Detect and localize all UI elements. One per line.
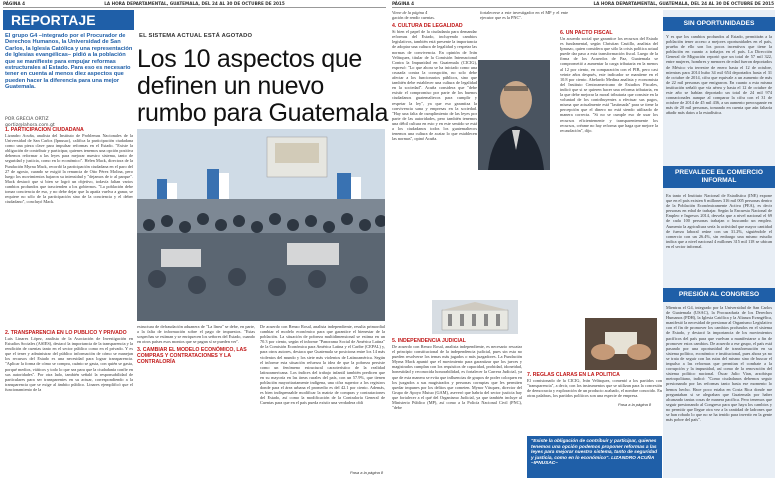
column-1 (5, 127, 133, 347)
hands-illustration (585, 318, 657, 370)
sidebar-box-1-text: Y es que los cambios profundos al Estado, permitirán a la población tener acceso a mejores oportunidades en el país, prueba de ello son los pocos incentivos que tiene la población en cuanto a trabajos en el país. La Dirección General de Migración reportó que un total de 57 mil 322, entre mujeres, hombres y menores de edad fueron deportados de México vía terrestre de enero hasta el 12 de octubre, mientras para 2014 hubo 34 mil 654 deportados hasta el 31 de octubre de 2014, cifra que equivale a un aumento de más de 22 mil personas que emigraron. En cuanto a esta misma institución señaló que vía aérea y hasta el 12 de octubre de este año se habían deportado un total de 24 mil 974 connacionales aunque al comparar la cifra con el 31 de octubre de 2014 de 45 mil 436, a un aumento preocupante en más de 20 mil personas, tomando en cuenta que aún faltaría añadir más datos a la estadística. (666, 34, 772, 116)
sidebar-box-3-text: Mientras el G4, integrado por la Universidad de San Carlos de Guatemala (USAC), la Procuraduría de los Derechos Humanos (PDH), la Iglesia Católica y la Alianza Evangélica, manifestó la necesidad de presionar al Organismo Legislativo con el fin de promover los cambios profundos en el sistema de Estado, y destacó la importancia de los movimientos pacíficos del país para que vuelvan a manifestarse a fin de promover estos cambios. De acuerdo a ese grupo, el país está pasando por una oportunidad de transformación en su sistema político, económico e institucional, pues ahora ya no se trata de seguir con las rutas del mismo sino de buscar el impulso a las reformas que permitan el combate a la corrupción y la impunidad, así como de la renovación del sistema político nacional. Óscar Julio Vian, arzobispo metropolitano, indicó: "Como ciudadanos debemos seguir presionando por las reformas tanto hasta ese momento lo hemos hecho. Hace poco estaba en Costa Rica donde me preguntaban si se alegraban que Guatemala por haber alcanzado tantas cosas de manera pacífica. Pero tenemos que seguir presionando al Congreso para que haya los cambios y no permitir que llegue otra vez a la cantidad de ladrones que se han robado lo que no se ha tenido para invertir en la gente más pobre del país". (666, 305, 772, 423)
folio-left (3, 0, 386, 8)
folio-dateline-right: LA HORA DEPARTAMENTAL, GUATEMALA, DEL 24 AL 30 DE OCTUBRE DE 2015 (593, 1, 774, 6)
column-1-lower (5, 330, 133, 478)
section-1-body: Lizandro Acuña, analista del Instituto de Problemas Nacionales de la Universidad de San Carlos (Ipnusac), califica la participación ciudadana como una pieza clave para impulsar reformas en el Estado. "Existe la obligación de contribuir y participar, quienes tenemos una opción positiva debemos reformar a las leyes para mejorar nuestro sistema, tanto de seguridad y justicia, como en lo económico". Helen Mack, directora de la Fundación Myrna Mack, recordó la participación ciudadana en el paro del 27 de agosto, cuando se exigió la renuncia de Otto Pérez Molina, pero luego los movimientos bajaron su intensidad y "dejamos de ir al parque". Mack destacó que si bien se logró un objetivo, todavía faltan varios cambios profundos que trascienden a los gobiernos. "La población debe tomar conciencia de eso, y no debe dejar que la apatía vuelva a ganar, se requiere no sólo de la participación sino de la conciencia y el deber ciudadano", concluyó Mack. (5, 133, 133, 205)
section-tag: REPORTAJE (3, 10, 134, 30)
headline: Los 10 aspectos que definen un nuevo rumbo para Guatemala (137, 45, 389, 127)
kicker: EL SISTEMA ACTUAL ESTÁ AGOTADO (139, 33, 253, 39)
page-number-right: PÁGINA 4 (392, 1, 415, 6)
section-5-body: De acuerdo con Renzo Rosal, analista independiente, es necesario rescatar el principio constitucional de la independencia judicial, pues sin esta no pueden resolverse los temas más jugados o más juzgadores. La Fundación Myrna Mack apuntó que el movimiento para garantizar que los jueces y magistrados cumplan con los requisitos de capacidad, probidad, idoneidad, honestidad y reconocida honorabilidad, es fortalecer la Carrera Judicial, ya que de esta manera se evita que influencias de grupos de poder coloquen en los juzgados a sus magistrados y personas corruptas que les permiten quedar impunes por los delitos que cometen. Mynor Vásquez, director del Grupo de Apoyo Mutuo (GAM), aseveró que habría del sector justicia hay que fortalecer a el qué del Organismo Judicial, ya que también incluye al Ministerio Público (MP), así como a la Policía Nacional Civil (PNC), "debe (392, 344, 522, 411)
section-2-title: 2. TRANSPARENCIA EN LO PÚBLICO Y PRIVADO (5, 330, 127, 336)
congress-building-photo (432, 300, 518, 334)
page-number-left: PÁGINA 4 (3, 1, 26, 6)
folio-right (392, 0, 774, 8)
sidebar-box-2-title: PREVALECE EL COMERCIO INFORMAL (663, 166, 775, 188)
section-4-title: 4. CULTURA DE LEGALIDAD (392, 23, 463, 30)
section-7-title: 7. REGLAS CLARAS EN LA POLÍTICA (527, 372, 620, 378)
sidebar-box-2 (666, 193, 772, 283)
section-6-body: Un acuerdo social que garantice los recursos del Estado es fundamental, según Christian Castillo, analista del Ipnusac, quien considera que sólo la crisis política actual puede dar paso a esta transformación fiscal. Luego de la firma de los Acuerdos de Paz, Guatemala se comprometió a aumentar la carga tributaria en la menos al 12 por ciento, en comparación con el PIB, pero casi veinte años después, este indicador se mantiene en el 10.8 por ciento. Abelardo Medina analista y economista del Instituto Centroamericano de Estudios Fiscales, indicó que si se quieren hacer una reforma tributaria, en la que debe mejorar la moral tributaria que consiste en la voluntad de los contribuyentes a efectuar sus pagos, misma que actualmente está "lastimada" para se tiene la percepción que el dinero no está siendo utilizado de manera correcta. "Si no se cumple eso de usar los recursos eficientemente y transparentemente los recursos, créame no hay reforma que haga que mejore la recaudación", dijo. (560, 36, 658, 133)
section-6-title: 6. UN PACTO FISCAL (560, 30, 613, 36)
turn-note-pasa-2: Pasa a la página 8 (618, 402, 652, 407)
folio-dateline-left: LA HORA DEPARTAMENTAL, GUATEMALA, DEL 24 AL 30 DE OCTUBRE DE 2015 (104, 1, 285, 6)
section-3-tail-text: estructura de defraudación aduanera de "La línea" se debe, en parte, a la falta de información sobre el pago de impuestos. "Estas sospechas se estiman y se enriquecen los señores del Estado, cuando en otros países esos montos que se pagan sí se pueden ver". (137, 324, 255, 345)
section-4-body: Si bien el papel de la ciudadanía para demandar reformas del Estado, incluyendo cambios legislativos, también está presente la importancia de adoptar una cultura de legalidad y respetar las normas de convivencia. En opinión de Iván Velásquez, titular de la Comisión Internacional Contra la Impunidad en Guatemala (CICIG), expresó: "Lo que ahora se ha iniciado como una cruzada contra la corrupción, no solo debe afectar a los funcionarios públicos, sino que también debe establecer una cultura de legalidad en la sociedad". Acuña considera que "debe existir el compromiso por parte de los buenos ciudadanos guatemaltecos para cumplir y respetar la ley", ya que eso garantiza la convivencia sana y empresas en la sociedad. "Hay una falta de cumplimiento de las leyes por parte de las autoridades, pero también tenemos una débil cultura en esto y en este sentido se está a los ciudadanos todos los guatemaltecos tenemos una cultura de acatar lo que establecen las normas", opinó Acuña. (392, 29, 477, 142)
section-2-body: Luis Linares López, analista de la Asociación de Investigación en Estudios Sociales (ASIES), destacó la importancia de la transparencia y la rendición de cuentas tanto en el sector público como en el privado. Y es que el tener y administrar del público información de cómo se manejan los recursos del Estado es una necesidad para lograr transparencia. "Aplicar la forma de cómo se compra, cuánto se gasta, con quién se gasta, porqué medios, viáticos y todo lo que sea para que la ciudadanía confíe en sus autoridades". Por otra lado, también señaló la responsabilidad de particulares para ser transparentes en su actuar, correspondiendo a la transparencia que se exige al ámbito público. Linares ejemplificó que el funcionamiento de la (5, 336, 133, 392)
column-right-a (392, 10, 477, 335)
column-3b (260, 324, 385, 478)
column-right-b-top (480, 10, 568, 58)
section-5-title: 5. INDEPENDENCIA JUDICIAL (392, 338, 466, 344)
turn-note-viene: Viene de la página 4 (392, 10, 428, 15)
pull-quote: "Existe la obligación de contribuir y participar, quienes tenemos una opción podemos proponer reformas a las leyes para mejorar nuestro sistema, tanto de seguridad y justicia, como en lo económico". LIZANDRO ACUÑA –IPNUSAC– (527, 436, 662, 478)
sidebar-box-2-text: En tanto el Instituto Nacional de Estadística (INE) expone que en el país existen 6 millones 316 mil 005 personas dentro de la Población Económicamente Activa (PEA), es decir personas en edad de trabajar. Según la Encuesta Nacional de Empleo e Ingresos 2014, desvela que a nivel nacional el 69 de cada 100 personas trabajan o buscando un empleo. Aumento la agricultura sería la actividad que mayor cantidad de fuerza laboral reúne con un 31.2%, siguiéndole el comercio con un 26.4%, sin embargo una mismo estudio indica que a nivel nacional 4 millones 315 mil 118 se ubican en el sector informal. (666, 193, 772, 249)
sidebar-box-1 (666, 34, 772, 162)
section-3-body: De acuerdo con Renzo Rosal, analista independiente, resulta primordial cambiar el modelo económico para que garantice el bienestar de la población. La situación de pobreza multidimensional se estima en un 70.3 por ciento, según el informe "Panorama Social de América Latina" de la Comisión Económica para América Latina y el Caribe (CEPAL) y, para otros autores, destaca que Guatemala se posiciona entre los 14 más violentos del mundo y los siete más violentos de Latinoamérica. Según el informe esta situación refuerza la idea de que la pobreza persiste como un fenómeno estructural característico de la realidad latinoamericana. Los índices del trabajo infantil también predicen que en su mayoría en las áreas rurales del país, con un 57.9%, que tienen población mayoritariamente indígena, una cifra superior a los registros donde para el área urbana el promedio es del 42.1 por ciento. Además, es bien indispensable modificar la matriz de compras y contrataciones del Estado, así como la modificación de la Contraloría General de Cuentas para que en el país pueda existir una verdadera obli (260, 324, 385, 406)
byline-email[interactable]: gortiz@lahora.com.gt (5, 122, 55, 128)
section-3-continuation: gación de rendir cuentas. (392, 15, 435, 21)
byline-author: POR GRECIA ORTIZ (5, 117, 49, 122)
sidebar-box-3-title: PRESIÓN AL CONGRESO (663, 288, 775, 302)
column-right-c (560, 30, 658, 335)
portrait-illustration (478, 60, 550, 170)
building-illustration (432, 300, 518, 334)
turn-note-pasa: Pasa a la página 8 (350, 470, 384, 475)
portrait-photo (478, 60, 550, 170)
sidebar-box-3 (666, 305, 772, 477)
protest-photo-illustration (137, 129, 385, 321)
section-3-title: 3. CAMBIAR EL MODELO ECONÓMICO, LAS COMPRAS Y CONTRATACIONES Y LA CONTRALORÍA (137, 347, 247, 366)
section-7-body: El comisionado de la CICIG, Iván Velásquez, comentó a los partidos con "transparencia", a decir, con los instrumentos que se utilizan para la concesión de democracia y exploración de un producto acabado, el nombre conocido. En otras palabras, los partidos políticos son una especie de empresa. (527, 378, 662, 399)
column-right-lower-a (392, 338, 522, 478)
hands-ballot-photo (585, 318, 657, 370)
section-1-title: 1. PARTICIPACIÓN CIUDADANA (5, 127, 84, 133)
sidebar-box-1-title: SIN OPORTUNIDADES (663, 17, 775, 31)
lead-paragraph: El grupo G4 –integrado por el Procurador de Derechos Humanos, la Universidad de San Carlos, la Iglesia Católica y una representación de Iglesias evangélicas– pidió a la población que se manifieste para empujar reformas estructurales al Estado. Para eso es necesario tener en cuenta al menos diez aspectos que pueden hacer la diferencia para una mejor Guatemala. (5, 33, 133, 91)
section-5-continuation: fortalecerse a este investigador en el MP y el ente ejecutor que es la PNC". (480, 10, 568, 21)
column-3a (137, 324, 255, 478)
protest-crowd-photo (137, 129, 385, 321)
